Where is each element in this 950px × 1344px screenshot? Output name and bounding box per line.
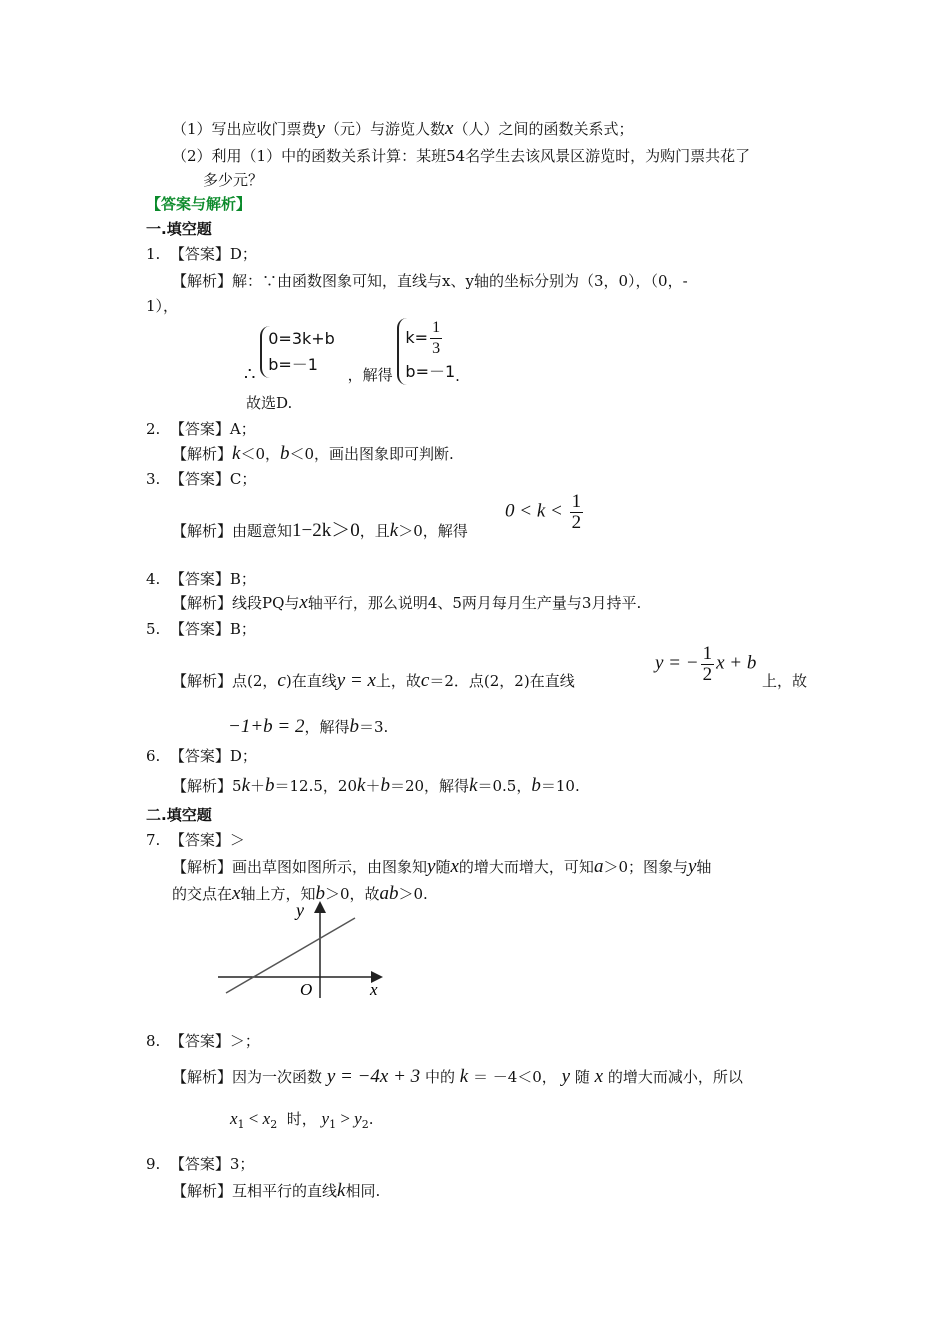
item-5-line-equation: y = − $\frac{1}{2}$ x + b [655,643,757,685]
y-axis-label: y [296,900,304,920]
item-8-analysis: 【解析】因为一次函数 y = −4x + 3 中的 k ＝ －4＜0， y 随 x 的增大而减小，所以 [172,1066,743,1087]
graph-line [226,918,355,993]
item-5-analysis-cont: −1+b = 2，解得b＝3. [228,716,389,737]
item-1-choice: 故选D. [246,394,293,412]
question-part-2-cont: 多少元？ [203,171,264,189]
question-part-1: （1）写出应收门票费y（元）与游览人数x（人）之间的函数关系式； [172,118,634,139]
fraction: $\frac{1}{2}$ [571,491,582,533]
question-part-2: （2）利用（1）中的函数关系计算：某班54名学生去该风景区游览时，为购门票共花了 [172,147,751,165]
item-1-answer: 1. 【答案】D； [146,245,257,263]
item-6-answer: 6. 【答案】D； [146,747,257,765]
section-2-heading: 二.填空题 [146,806,212,824]
item-7-analysis: 【解析】画出草图如图所示，由图象知y随x的增大而增大，可知a＞0；图象与y轴 [172,856,712,877]
x-axis-label: x [370,980,378,999]
solution-system: k= $\frac{1}{3}$ b=－1 [397,318,455,385]
item-3-answer: 3. 【答案】C； [146,470,257,488]
item-6-analysis: 【解析】5k＋b＝12.5，20k＋b＝20，解得k＝0.5，b＝10. [172,775,580,796]
item-2-answer: 2. 【答案】A； [146,420,256,438]
item-8-answer: 8. 【答案】＞； [146,1032,260,1050]
fraction: $\frac{1}{3}$ [432,319,441,357]
item-1-equations: ∴ 0=3k+b b=－1 ，解得 k= $\frac{1}{3}$ b=－1 . [244,319,460,385]
item-5-analysis: 【解析】点(2，c)在直线y = x上，故c＝2．点(2，2)在直线 [172,670,575,691]
item-8-analysis-cont: $x_1 < x_2$ 时， $y_1 > y_2$. [230,1109,374,1131]
item-3-inequality: 0 < k < $\frac{1}{2}$ [505,491,582,533]
item-4-answer: 4. 【答案】B； [146,570,256,588]
item-1-analysis-cont: 1）， [146,297,179,315]
section-1-heading: 一.填空题 [146,220,212,238]
sketch-graph [210,898,395,1003]
item-7-analysis-cont: 的交点在x轴上方，知b＞0，故ab＞0. [172,883,428,904]
equation-system: 0=3k+b b=－1 [260,326,335,378]
fraction: $\frac{1}{2}$ [702,643,713,685]
item-1-analysis: 【解析】解：∵由函数图象可知，直线与x、y轴的坐标分别为（3，0），（0，- [172,272,688,290]
answers-heading: 【答案与解析】 [146,195,252,213]
origin-label: O [300,980,313,999]
item-3-analysis: 【解析】由题意知1−2k＞0，且k＞0，解得 [172,520,468,541]
item-2-analysis: 【解析】k＜0，b＜0，画出图象即可判断. [172,443,454,464]
item-9-analysis: 【解析】互相平行的直线k相同. [172,1180,381,1201]
item-9-answer: 9. 【答案】3； [146,1155,255,1173]
item-5-answer: 5. 【答案】B； [146,620,256,638]
item-4-analysis: 【解析】线段PQ与x轴平行，那么说明4、5两月每月生产量与3月持平. [172,592,642,613]
item-5-analysis-tail: 上，故 [762,672,808,690]
item-7-answer: 7. 【答案】＞ [146,831,245,849]
